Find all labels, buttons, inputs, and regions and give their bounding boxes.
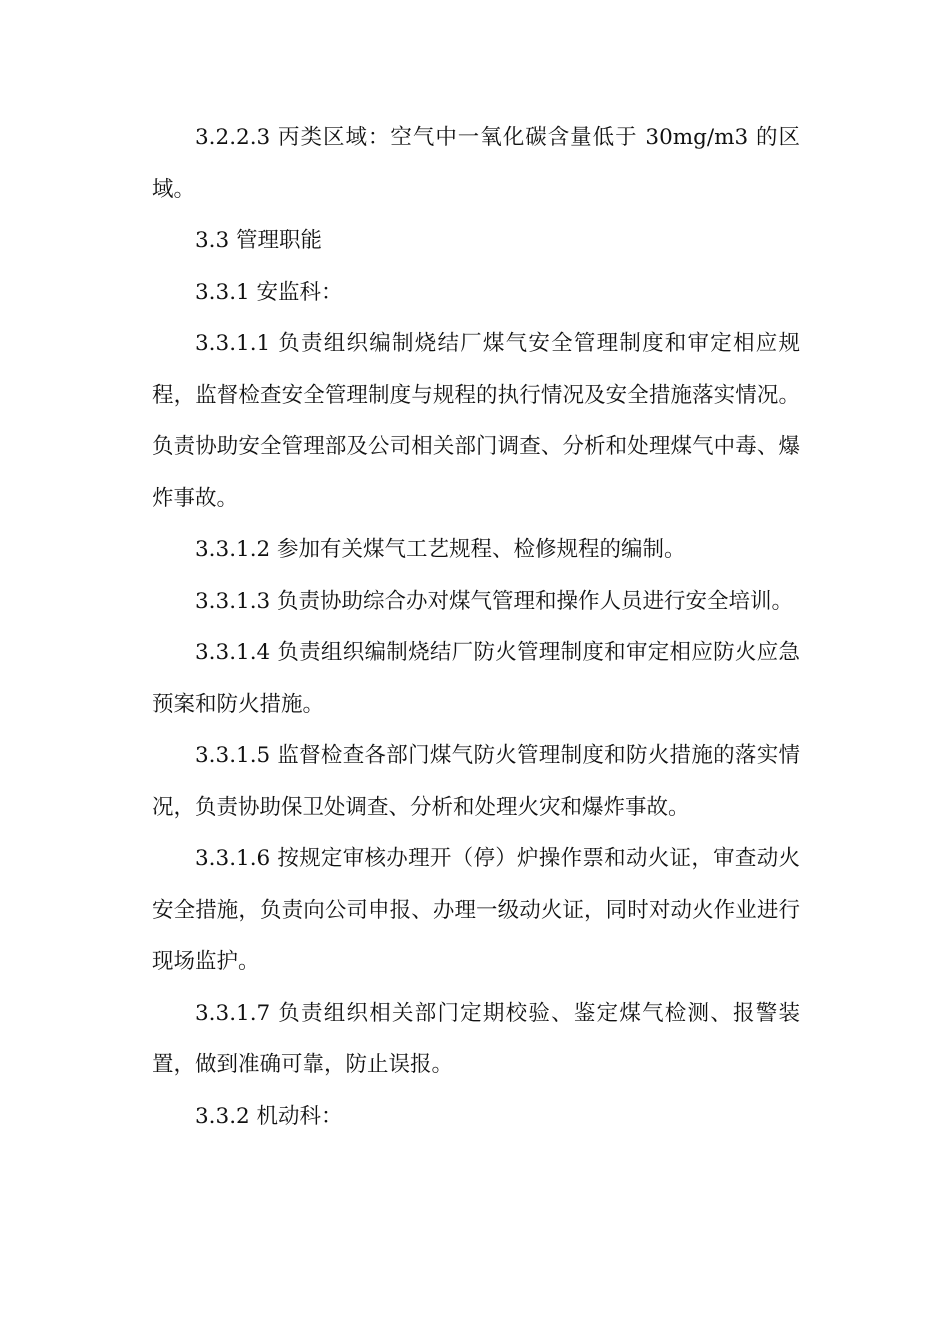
paragraph-3-3-1-6: 3.3.1.6 按规定审核办理开（停）炉操作票和动火证，审查动火安全措施，负责向公司申报、办理一级动火证，同时对动火作业进行现场监护。 [152,846,800,974]
paragraph-3-3-1-7: 3.3.1.7 负责组织相关部门定期校验、鉴定煤气检测、报警装置，做到准确可靠，防止误报。 [152,1000,800,1077]
document-body [152,112,800,1142]
heading-3-3-1: 3.3.1 安监科： [195,279,343,305]
heading-3-3-2: 3.3.2 机动科： [195,1103,343,1129]
heading-3-3: 3.3 管理职能 [195,228,323,253]
paragraph-3-3-1-1: 3.3.1.1 负责组织编制烧结厂煤气安全管理制度和审定相应规程，监督检查安全管理制度与规程的执行情况及安全措施落实情况。负责协助安全管理部及公司相关部门调查、分析和处理煤气中毒、爆炸事故。 [152,331,800,511]
paragraph-3-3-1-3: 3.3.1.3 负责协助综合办对煤气管理和操作人员进行安全培训。 [195,588,794,614]
paragraph-3-3-1-4: 3.3.1.4 负责组织编制烧结厂防火管理制度和审定相应防火应急预案和防火措施。 [152,640,800,717]
paragraph-3-3-1-2: 3.3.1.2 参加有关煤气工艺规程、检修规程的编制。 [195,537,686,562]
paragraph-3-3-1-5: 3.3.1.5 监督检查各部门煤气防火管理制度和防火措施的落实情况，负责协助保卫处调查、分析和处理火灾和爆炸事故。 [152,743,800,820]
paragraph-3-2-2-3: 3.2.2.3 丙类区域：空气中一氧化碳含量低于 30mg/m3 的区域。 [152,125,800,202]
